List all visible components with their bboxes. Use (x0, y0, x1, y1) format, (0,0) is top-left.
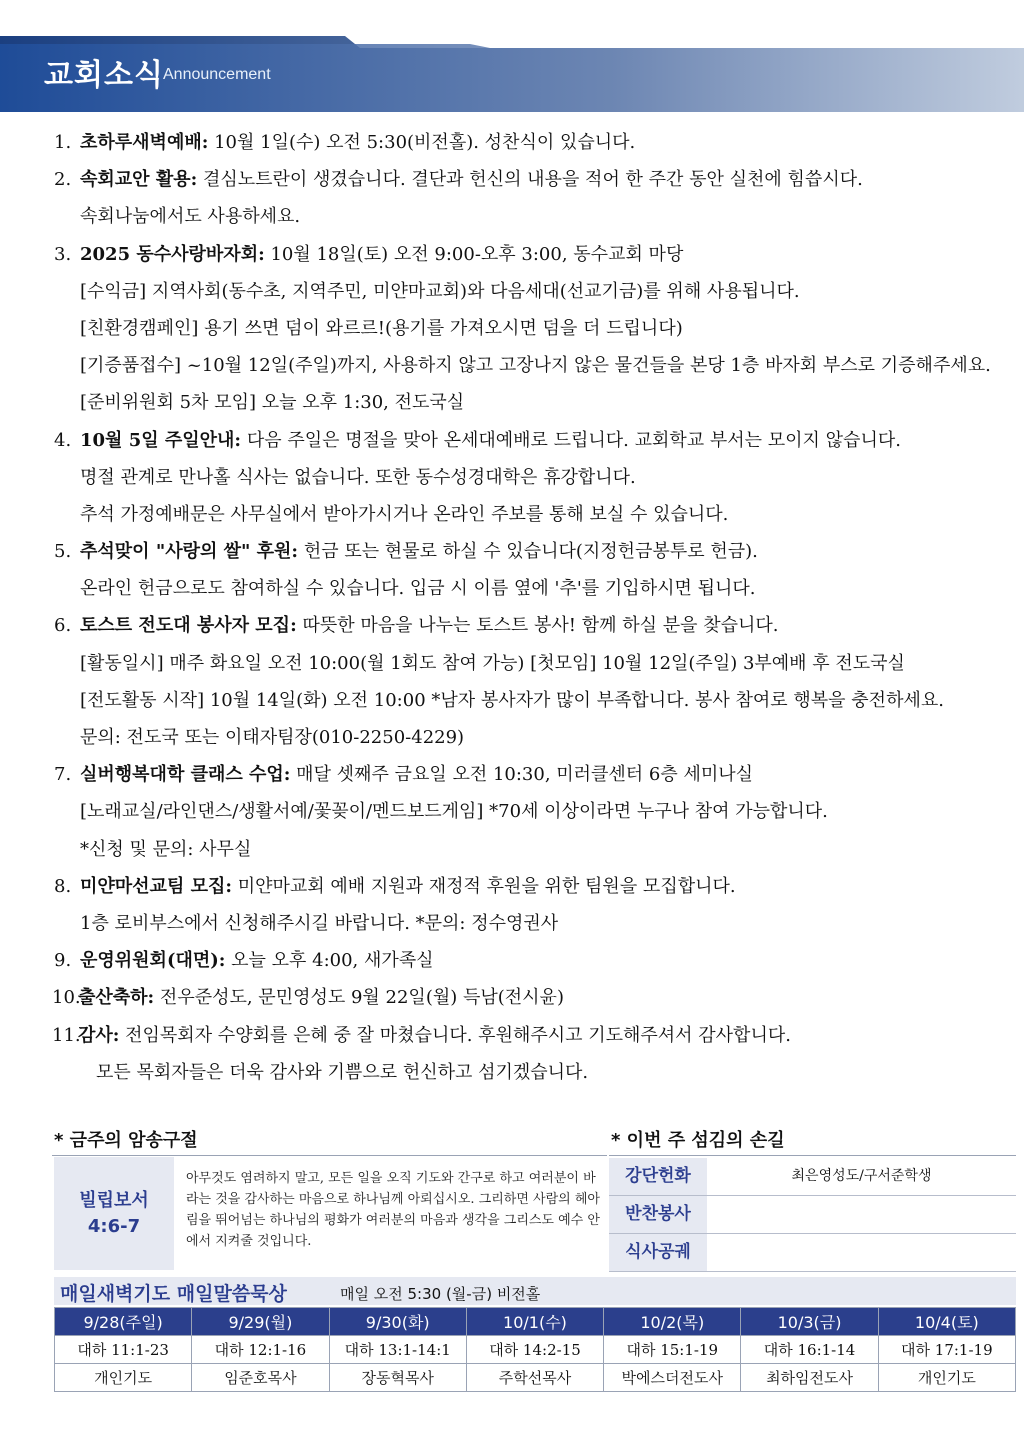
announcement-text: 다음 주일은 명절을 맞아 온세대예배로 드립니다. 교회학교 부서는 모이지 않습니다. (241, 429, 901, 451)
announcement-text: [준비위원회 5차 모임] 오늘 오후 1:30, 전도국실 (80, 392, 465, 414)
announcement-continuation (54, 347, 1019, 384)
announcement-text: 문의: 전도국 또는 이태자팀장(010-2250-4229) (80, 727, 465, 748)
announcement-heading: 초하루새벽예배: (80, 132, 209, 153)
memory-verse-text: 아무것도 염려하지 말고, 모든 일을 오직 기도와 간구로 하고 여러분이 바라는 것을 감사하는 마음으로 하나님께 아뢰십시오. 그리하면 사람의 헤아림을 뛰어넘는 하나님의 평화가 여러분의 마음과 생각을 그리스도 예수 안에서 지켜줄 것입니다. (186, 1171, 600, 1249)
announcement-item (54, 124, 1019, 161)
schedule-passage: 대하 11:1-23 (55, 1336, 192, 1364)
announcement-continuation (54, 682, 1019, 719)
announcement-heading: 토스트 전도대 봉사자 모집: (80, 615, 297, 637)
announcement-heading: 실버행복대학 클래스 수업: (80, 764, 291, 786)
announcement-number: 9. (54, 950, 72, 972)
schedule-day: 9/29(월) (192, 1308, 329, 1336)
announcement-heading: 운영위원회(대면): (80, 950, 226, 972)
announcement-continuation (54, 831, 1019, 868)
schedule-day: 9/30(화) (329, 1308, 466, 1336)
schedule-day: 10/1(수) (466, 1308, 603, 1336)
announcement-heading: 2025 동수사랑바자회: (80, 243, 265, 265)
schedule-days-row (55, 1308, 1016, 1336)
announcement-item (54, 422, 1019, 459)
announcement-text: 미얀마교회 예배 지원과 재정적 후원을 위한 팀원을 모집합니다. (232, 875, 736, 897)
announcement-heading: 출산축하: (78, 987, 155, 1009)
announcement-continuation (54, 570, 1019, 607)
service-label: 반찬봉사 (609, 1196, 707, 1233)
prayer-title: 매일새벽기도 매일말씀묵상 (60, 1283, 287, 1305)
announcement-number: 11. (52, 1024, 81, 1046)
schedule-passage: 대하 17:1-19 (878, 1336, 1015, 1364)
announcement-text: 1층 로비부스에서 신청해주시길 바랍니다. *문의: 정수영권사 (80, 912, 559, 934)
schedule-leader: 장동혁목사 (329, 1364, 466, 1392)
announcement-number: 4. (54, 429, 72, 451)
announcement-number: 7. (54, 764, 72, 786)
schedule-leader: 박에스더전도사 (604, 1364, 741, 1392)
header-banner (0, 36, 1024, 112)
announcement-text: 매달 셋째주 금요일 오전 10:30, 미러클센터 6층 세미나실 (290, 764, 754, 786)
announcement-heading: 감사: (78, 1024, 120, 1046)
service-label: 강단헌화 (609, 1158, 707, 1195)
announcement-heading: 속회교안 활용: (80, 169, 198, 191)
announcement-continuation (54, 719, 1019, 756)
announcement-text: 추석 가정예배문은 사무실에서 받아가시거나 온라인 주보를 통해 보실 수 있습니다. (80, 503, 729, 525)
announcement-text: [수익금] 지역사회(동수초, 지역주민, 미얀마교회)와 다음세대(선교기금)를 위해 사용됩니다. (80, 280, 800, 302)
announcement-item (54, 756, 1019, 793)
announcement-heading: 추석맞이 "사랑의 쌀" 후원: (80, 541, 299, 563)
announcement-item (54, 979, 1019, 1016)
announcement-continuation (54, 496, 1019, 533)
announcement-continuation (54, 1054, 1019, 1091)
memory-verse-title: * 금주의 암송구절 (54, 1130, 198, 1151)
service-row (609, 1158, 1016, 1196)
announcement-item (54, 1017, 1019, 1054)
schedule-day: 10/3(금) (741, 1308, 878, 1336)
service-title: * 이번 주 섬김의 손길 (611, 1130, 785, 1151)
announcement-item (54, 942, 1019, 979)
announcement-heading: 미얀마선교팀 모집: (80, 875, 233, 897)
schedule-leader: 개인기도 (55, 1364, 192, 1392)
service-row (609, 1196, 1016, 1234)
announcement-text: [전도활동 시작] 10월 14일(화) 오전 10:00 *남자 봉사자가 많이 부족합니다. 봉사 참여로 행복을 충전하세요. (80, 689, 944, 711)
announcement-continuation (54, 459, 1019, 496)
announcement-text: 오늘 오후 4:00, 새가족실 (225, 950, 434, 972)
announcement-continuation (54, 645, 1019, 682)
announcement-item (54, 161, 1019, 198)
schedule-passage: 대하 13:1-14:1 (329, 1336, 466, 1364)
announcement-continuation (54, 273, 1019, 310)
announcement-text: [기증품접수] ~10월 12일(주일)까지, 사용하지 않고 고장나지 않은 물건들을 본당 1층 바자회 부스로 기증해주세요. (80, 355, 991, 377)
schedule-passage: 대하 16:1-14 (741, 1336, 878, 1364)
schedule-day: 10/2(목) (604, 1308, 741, 1336)
schedule-leader: 임준호목사 (192, 1364, 329, 1392)
announcement-list (54, 124, 1019, 1091)
announcement-number: 5. (54, 541, 72, 563)
service-value (709, 1196, 1014, 1233)
page-subtitle: Announcement (163, 66, 271, 83)
announcement-number: 8. (54, 875, 72, 897)
verse-ref: 4:6-7 (87, 1215, 141, 1237)
announcement-text: 결심노트란이 생겼습니다. 결단과 헌신의 내용을 적어 한 주간 동안 실천에 힘씁시다. (197, 169, 863, 191)
announcement-text: [친환경캠페인] 용기 쓰면 덤이 와르르!(용기를 가져오시면 덤을 더 드립니다) (80, 317, 683, 339)
announcement-continuation (54, 384, 1019, 421)
announcement-item (54, 607, 1019, 644)
announcement-continuation (54, 310, 1019, 347)
schedule-passages-row (55, 1336, 1016, 1364)
schedule-passage: 대하 12:1-16 (192, 1336, 329, 1364)
announcement-continuation (54, 793, 1019, 830)
announcement-text: 10월 1일(수) 오전 5:30(비전홀). 성찬식이 있습니다. (208, 132, 636, 153)
prayer-header (54, 1277, 1016, 1305)
memory-verse-label (54, 1157, 174, 1270)
announcement-text: 전임목회자 수양회를 은혜 중 잘 마쳤습니다. 후원해주시고 기도해주셔서 감사합니다. (119, 1024, 791, 1046)
announcement-heading: 10월 5일 주일안내: (80, 429, 242, 451)
page-title: 교회소식 (44, 58, 164, 93)
service-row (609, 1234, 1016, 1272)
schedule-day: 9/28(주일) (55, 1308, 192, 1336)
prayer-time: 매일 오전 5:30 (월-금) 비전홀 (340, 1285, 541, 1303)
announcement-text: 속회나눔에서도 사용하세요. (80, 206, 301, 228)
service-value: 최은영성도/구서준학생 (791, 1168, 932, 1184)
announcement-text: 10월 18일(토) 오전 9:00-오후 3:00, 동수교회 마당 (264, 243, 684, 265)
announcement-item (54, 533, 1019, 570)
service-top-rule (609, 1155, 1016, 1156)
announcement-text: 모든 목회자들은 더욱 감사와 기쁨으로 헌신하고 섬기겠습니다. (96, 1061, 589, 1083)
announcement-number: 10. (52, 987, 81, 1009)
announcement-text: [노래교실/라인댄스/생활서예/꽃꽂이/멘드보드게임] *70세 이상이라면 누구나 참여 가능합니다. (80, 801, 828, 823)
schedule-leaders-row (55, 1364, 1016, 1392)
announcement-continuation (54, 198, 1019, 235)
announcement-text: 따뜻한 마음을 나누는 토스트 봉사! 함께 하실 분을 찾습니다. (296, 615, 779, 637)
schedule-passage: 대하 14:2-15 (466, 1336, 603, 1364)
schedule-leader: 최하임전도사 (741, 1364, 878, 1392)
service-label: 식사공궤 (609, 1234, 707, 1271)
schedule-leader: 개인기도 (878, 1364, 1015, 1392)
announcement-number: 3. (54, 243, 72, 265)
announcement-text: 명절 관계로 만나홀 식사는 없습니다. 또한 동수성경대학은 휴강합니다. (80, 466, 636, 488)
announcement-text: 헌금 또는 현물로 하실 수 있습니다(지정헌금봉투로 헌금). (298, 541, 758, 563)
announcement-item (54, 868, 1019, 905)
prayer-schedule-table (54, 1307, 1016, 1392)
announcement-text: *신청 및 문의: 사무실 (80, 838, 252, 860)
verse-book: 빌립보서 (79, 1189, 149, 1211)
schedule-day: 10/4(토) (878, 1308, 1015, 1336)
announcement-number: 1. (54, 132, 72, 153)
announcement-number: 6. (54, 615, 72, 637)
schedule-leader: 주학선목사 (466, 1364, 603, 1392)
announcement-number: 2. (54, 169, 72, 191)
schedule-passage: 대하 15:1-19 (604, 1336, 741, 1364)
announcement-text: 온라인 헌금으로도 참여하실 수 있습니다. 입금 시 이름 옆에 '추'를 기입하시면 됩니다. (80, 578, 756, 600)
service-value (709, 1234, 1014, 1271)
announcement-text: 전우준성도, 문민영성도 9월 22일(월) 득남(전시윤) (154, 987, 564, 1009)
announcement-item (54, 236, 1019, 273)
announcement-text: [활동일시] 매주 화요일 오전 10:00(월 1회도 참여 가능) [첫모임] 10월 12일(주일) 3부예배 후 전도국실 (80, 652, 905, 674)
announcement-continuation (54, 905, 1019, 942)
